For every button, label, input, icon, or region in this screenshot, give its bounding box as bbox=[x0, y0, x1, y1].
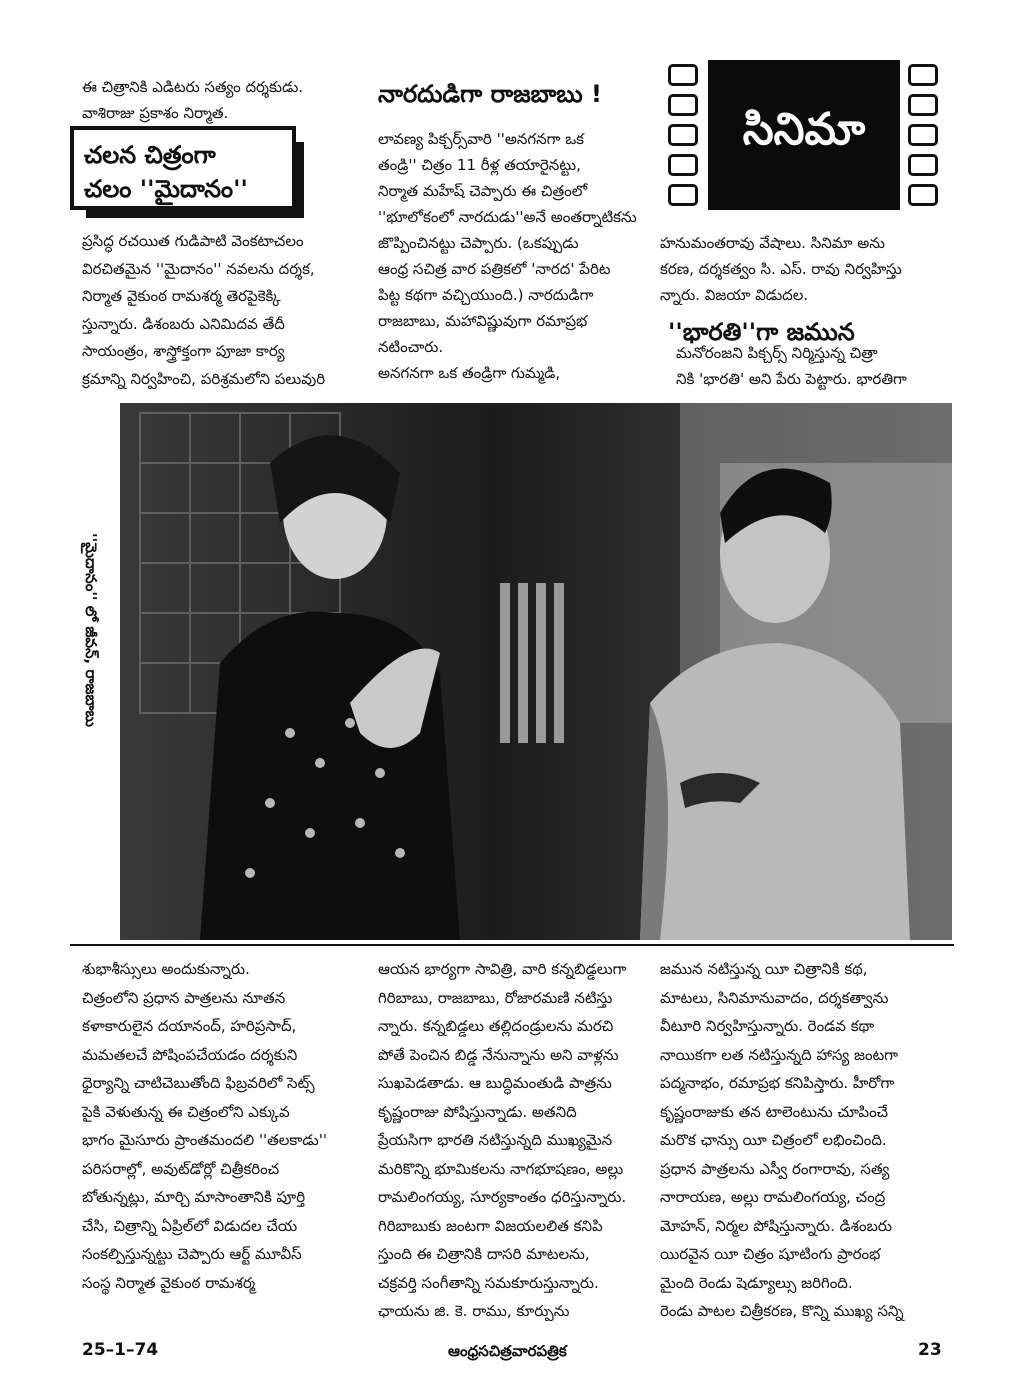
article-1-intro: ఈ చిత్రానికి ఎడిటరు సత్యం దర్శకుడు. వాశిరాజు ప్రకాశం నిర్మాత. bbox=[82, 78, 304, 122]
page-number: 23 bbox=[918, 1340, 942, 1360]
issue-date: 25–1–74 bbox=[82, 1340, 159, 1360]
article-3-headline: ''భారతి''గా జమున bbox=[668, 318, 855, 346]
article-2-headline: నారదుడిగా రాజబాబు ! bbox=[378, 80, 602, 108]
cinema-banner-title: సినిమా bbox=[708, 60, 900, 210]
film-still-illustration bbox=[120, 403, 952, 940]
article-2-body: లావణ్య పిక్చర్స్‌వారి ''అనగనగా ఒక తండ్రి'' చిత్రం 11 రీళ్ల తయారైనట్టు, నిర్మాత మహేష్ చెప్పారు ఈ చిత్రంలో ''భూలోకంలో నారదుడు''అనే అంతర్నాటికను జొప్పించినట్టు చెప్పారు. (ఒకప్పుడు ఆంధ్ర సచిత్ర వార పత్రికలో 'నారద' పేరిట పిట్ట కథగా వచ్చియుంది.) నారదుడిగా రాజబాబు, మహావిష్ణువుగా రమాప్రభ నటించారు. అనగనగా ఒక తండ్రిగా గుమ్మడి, bbox=[378, 130, 637, 382]
article-1-headline-box: చలన చిత్రంగా చలం ''మైదానం'' bbox=[70, 126, 296, 210]
bottom-column-3: జమున నటిస్తున్న యీ చిత్రానికి కథ, మాటలు, సినిమానువాదం, దర్శకత్వాను వీటూరి నిర్వహిస్తున్నారు. రెండవ కథా నాయికగా లత నటిస్తున్నది హాస్య జంటగా పద్మనాభం, రమాప్రభ కనిపిస్తారు. హీరోగా కృష్ణంరాజుకు తన టాలెంటును చూపించే మరొక ఛాన్సు యీ చిత్రంలో లభించింది. ప్రధాన పాత్రలను ఎస్వీ రంగారావు, సత్య నారాయణ, అల్లు రామలింగయ్య, చంద్ర మోహన్, నిర్మల పోషిస్తున్నారు. డిశంబరు యిరవైన యీ చిత్రం షూటింగు ప్రారంభ మైంది రెండు షెడ్యూల్సు జరిగింది. రెండు పాటల చిత్రీకరణ, కొన్ని ముఖ్య సన్ని bbox=[660, 960, 904, 1320]
bottom-column-1: శుభాశీస్సులు అందుకున్నారు. చిత్రంలోని ప్రధాన పాత్రలను నూతన కళాకారులైన దయానంద్, హరిప్రసాద్, మమతలచే పోషింపచేయడం దర్శకుని ధైర్యాన్ని చాటిచెబుతోంది ఫిబ్రవరిలో సెట్స్ పైకి వెళుతున్న ఈ చిత్రంలోని ఎక్కువ భాగం మైసూరు ప్రాంతమందలి ''తలకాడు'' పరిసరాల్లో, అవుట్‌డోర్లో చిత్రీకరించ బోతున్నట్లు, మార్చి మాసాంతానికి పూర్తి చేసి, చిత్రాన్ని ఏప్రిల్‌లో విడుదల చేయ సంకల్పిస్తున్నట్టు చెప్పారు ఆర్ట్ మూవీస్ సంస్థ నిర్మాత వైకుంఠ రామశర్మ bbox=[82, 960, 327, 1292]
article-1-body: ప్రసిద్ధ రచయిత గుడిపాటి వెంకటాచలం విరచితమైన ''మైదానం'' నవలను దర్శక, నిర్మాత వైకుంఠ రామశర్మ తెరపైకెక్కి స్తున్నారు. డిశంబరు ఎనిమిదవ తేదీ సాయంత్రం, శాస్త్రోక్తంగా పూజా కార్య క్రమాన్ని నిర్వహించి, పరిశ్రమలోని పలువురి bbox=[82, 232, 326, 388]
photo-caption-text: ''మైదానం'' లో జీవన్, రాజబాబు bbox=[82, 532, 100, 728]
film-still-photo bbox=[120, 403, 952, 940]
photo-caption bbox=[70, 420, 108, 840]
photo-bottom-rule bbox=[70, 944, 954, 946]
article-3-body: మనోరంజని పిక్చర్స్ నిర్మిస్తున్న చిత్రా నికి 'భారతి' అని పేరు పెట్టారు. భారతిగా bbox=[676, 344, 907, 388]
publication-name: ఆంధ్రసచిత్రవారపత్రిక bbox=[448, 1342, 567, 1360]
film-strip-right bbox=[902, 60, 944, 210]
cinema-banner bbox=[662, 60, 944, 210]
article-3-body-top: హనుమంతరావు వేషాలు. సినిమా అను కరణ, దర్శకత్వం సి. ఎస్. రావు నిర్వహిస్తు న్నారు. విజయా విడుదల. bbox=[660, 234, 902, 304]
bottom-column-2: ఆయన భార్యగా సావిత్రి, వారి కన్నబిడ్డలుగా గిరిబాబు, రాజబాబు, రోజారమణి నటిస్తు న్నారు. కన్నబిడ్డలు తల్లిదండ్రులను మరచి పోతే పెంచిన బిడ్డ నేనున్నాను అని వాళ్లను సుఖపెడతాడు. ఆ బుద్ధిమంతుడి పాత్రను కృష్ణంరాజు పోషిస్తున్నాడు. అతనిది ప్రేయసిగా భారతి నటిస్తున్నది ముఖ్యమైన మరికొన్ని భూమికలను నాగభూషణం, అల్లు రామలింగయ్య, సూర్యకాంతం ధరిస్తున్నారు. గిరిబాబుకు జంటగా విజయలలిత కనిపి స్తుంది ఈ చిత్రానికి దాసరి మాటలను, చక్రవర్తి సంగీతాన్ని సమకూరుస్తున్నారు. ఛాయను జి. కె. రాము, కూర్పును bbox=[378, 960, 627, 1320]
film-strip-left bbox=[662, 60, 704, 210]
